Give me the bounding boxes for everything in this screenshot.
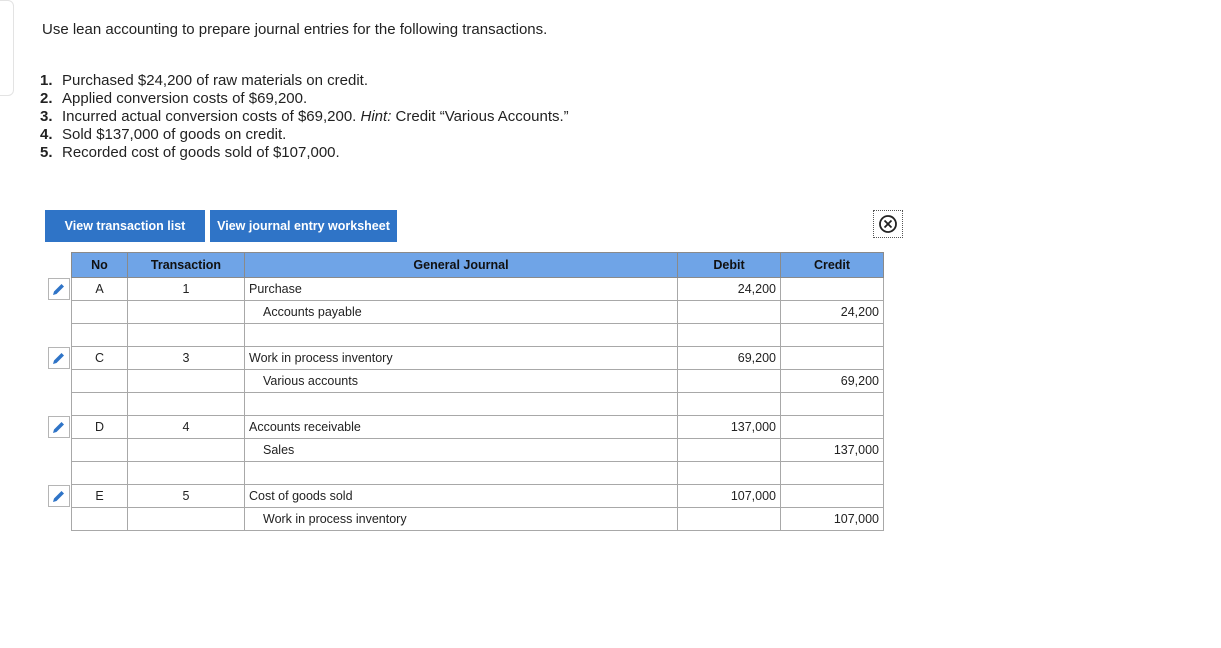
pencil-icon — [52, 351, 66, 365]
entry-transaction: 1 — [128, 278, 245, 301]
credit-amount-empty — [781, 347, 884, 370]
header-debit: Debit — [678, 253, 781, 278]
edit-entry-e-button[interactable] — [48, 485, 70, 507]
credit-amount-empty — [781, 278, 884, 301]
table-row — [72, 370, 884, 393]
debit-amount: 107,000 — [678, 485, 781, 508]
hint-text: Credit “Various Accounts.” — [391, 108, 569, 125]
transaction-item-2 — [40, 90, 569, 108]
credit-account: Work in process inventory — [245, 508, 678, 531]
empty-cell — [72, 324, 128, 347]
debit-amount: 69,200 — [678, 347, 781, 370]
empty-cell — [245, 324, 678, 347]
close-circle-icon — [878, 214, 898, 234]
header-transaction: Transaction — [128, 253, 245, 278]
empty-cell — [72, 508, 128, 531]
transaction-item-3 — [40, 108, 569, 126]
credit-amount: 69,200 — [781, 370, 884, 393]
empty-cell — [128, 393, 245, 416]
debit-amount-empty — [678, 508, 781, 531]
transaction-number: 5. — [40, 144, 53, 161]
edit-entry-d-button[interactable] — [48, 416, 70, 438]
transaction-number: 2. — [40, 90, 53, 107]
debit-amount: 24,200 — [678, 278, 781, 301]
entry-no: C — [72, 347, 128, 370]
instruction-text: Use lean accounting to prepare journal entries for the following transactions. — [42, 21, 548, 38]
empty-cell — [72, 462, 128, 485]
table-row-spacer — [72, 393, 884, 416]
entry-transaction: 4 — [128, 416, 245, 439]
empty-cell — [128, 439, 245, 462]
credit-amount-empty — [781, 485, 884, 508]
table-row — [72, 439, 884, 462]
transaction-text: Recorded cost of goods sold of $107,000. — [62, 144, 340, 161]
edit-entry-c-button[interactable] — [48, 347, 70, 369]
empty-cell — [72, 393, 128, 416]
empty-cell — [128, 324, 245, 347]
pencil-icon — [52, 420, 66, 434]
empty-cell — [245, 462, 678, 485]
side-panel-tab — [0, 0, 14, 96]
credit-amount: 137,000 — [781, 439, 884, 462]
table-row — [72, 278, 884, 301]
empty-cell — [781, 393, 884, 416]
debit-account: Cost of goods sold — [245, 485, 678, 508]
empty-cell — [128, 370, 245, 393]
entry-transaction: 3 — [128, 347, 245, 370]
table-row-spacer — [72, 324, 884, 347]
view-journal-entry-worksheet-button[interactable]: View journal entry worksheet — [210, 210, 397, 242]
entry-no: D — [72, 416, 128, 439]
transaction-number: 3. — [40, 108, 53, 125]
hint-label: Hint: — [360, 108, 392, 125]
table-row — [72, 301, 884, 324]
empty-cell — [678, 324, 781, 347]
table-row — [72, 485, 884, 508]
credit-account: Sales — [245, 439, 678, 462]
empty-cell — [72, 439, 128, 462]
empty-cell — [128, 301, 245, 324]
transaction-text: Purchased $24,200 of raw materials on credit. — [62, 72, 368, 89]
debit-account: Work in process inventory — [245, 347, 678, 370]
debit-account: Purchase — [245, 278, 678, 301]
credit-account: Various accounts — [245, 370, 678, 393]
debit-amount-empty — [678, 301, 781, 324]
debit-amount-empty — [678, 439, 781, 462]
credit-amount: 107,000 — [781, 508, 884, 531]
close-button[interactable] — [873, 210, 903, 238]
debit-amount: 137,000 — [678, 416, 781, 439]
empty-cell — [781, 462, 884, 485]
transaction-number: 1. — [40, 72, 53, 89]
empty-cell — [678, 393, 781, 416]
transaction-list — [40, 72, 569, 162]
table-row-spacer — [72, 462, 884, 485]
transaction-item-1 — [40, 72, 569, 90]
edit-entry-a-button[interactable] — [48, 278, 70, 300]
general-journal-table — [71, 252, 884, 531]
empty-cell — [128, 508, 245, 531]
entry-no: E — [72, 485, 128, 508]
transaction-text: Applied conversion costs of $69,200. — [62, 90, 308, 107]
debit-amount-empty — [678, 370, 781, 393]
empty-cell — [678, 462, 781, 485]
table-row — [72, 347, 884, 370]
empty-cell — [245, 393, 678, 416]
pencil-icon — [52, 282, 66, 296]
view-transaction-list-button[interactable]: View transaction list — [45, 210, 205, 242]
debit-account: Accounts receivable — [245, 416, 678, 439]
empty-cell — [72, 370, 128, 393]
transaction-item-4 — [40, 126, 569, 144]
empty-cell — [72, 301, 128, 324]
transaction-item-5 — [40, 144, 569, 162]
header-credit: Credit — [781, 253, 884, 278]
transaction-number: 4. — [40, 126, 53, 143]
transaction-text: Incurred actual conversion costs of $69,200. — [62, 108, 361, 125]
pencil-icon — [52, 489, 66, 503]
credit-amount-empty — [781, 416, 884, 439]
credit-amount: 24,200 — [781, 301, 884, 324]
empty-cell — [781, 324, 884, 347]
entry-no: A — [72, 278, 128, 301]
empty-cell — [128, 462, 245, 485]
header-no: No — [72, 253, 128, 278]
header-general-journal: General Journal — [245, 253, 678, 278]
credit-account: Accounts payable — [245, 301, 678, 324]
table-header-row — [72, 253, 884, 278]
table-row — [72, 508, 884, 531]
table-row — [72, 416, 884, 439]
transaction-text: Sold $137,000 of goods on credit. — [62, 126, 287, 143]
entry-transaction: 5 — [128, 485, 245, 508]
